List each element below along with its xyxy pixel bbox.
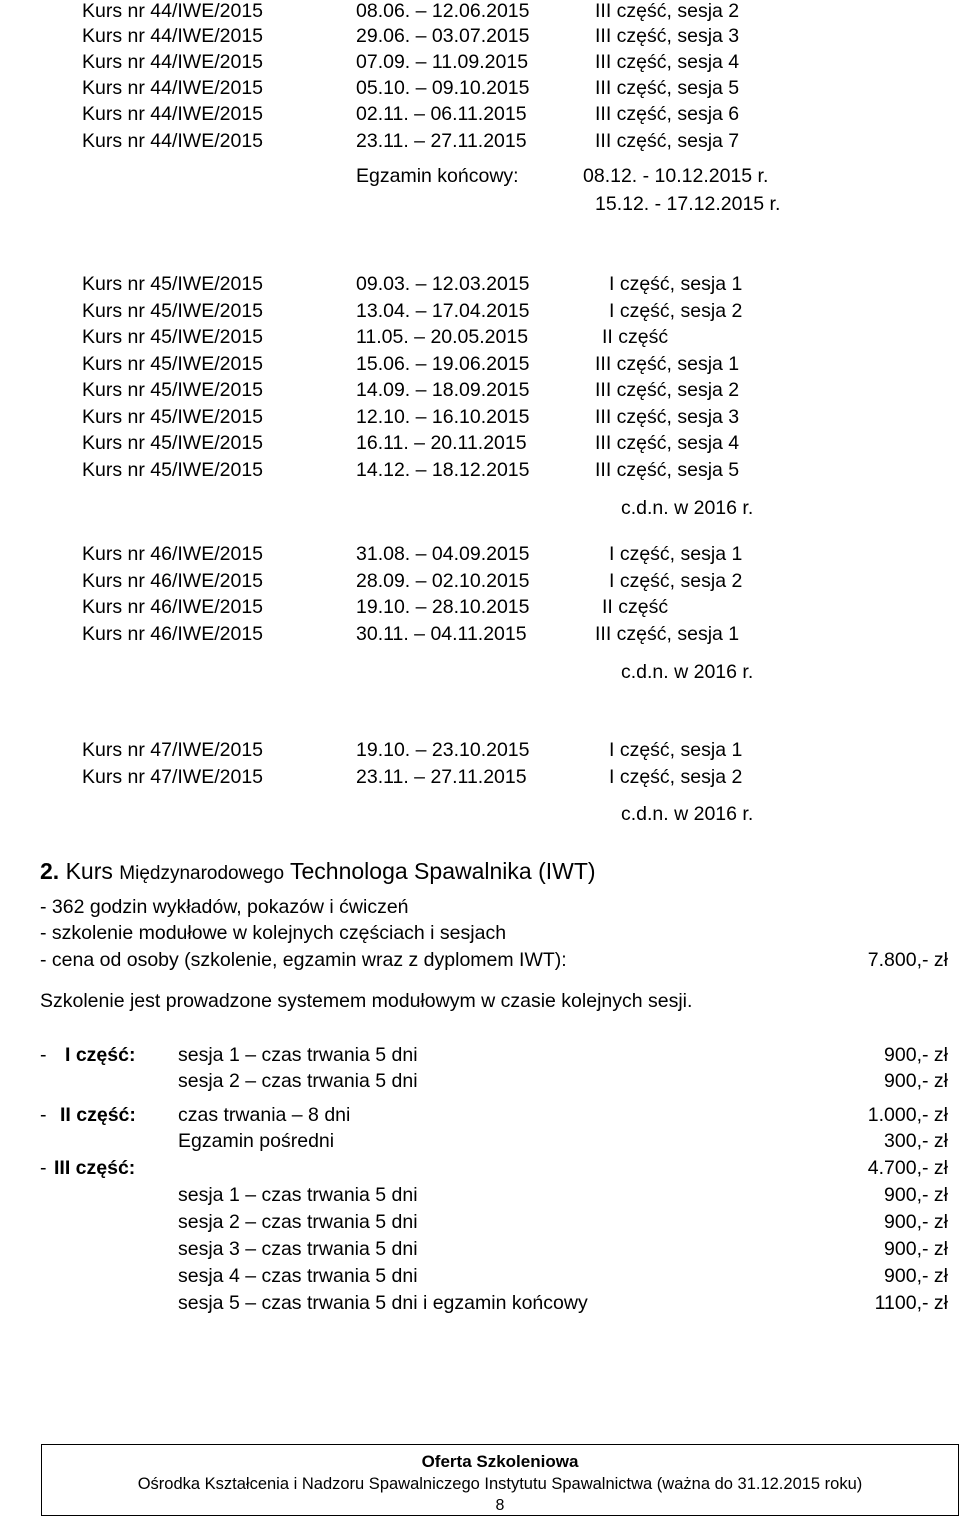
course-dates: 23.11. – 27.11.2015 [356, 766, 527, 788]
section-number: 2. [40, 858, 60, 884]
course-part: III część, sesja 3 [595, 406, 740, 428]
footer-subtitle: Ośrodka Kształcenia i Nadzoru Spawalniczego Instytutu Spawalnictwa (ważna do 31.12.2015 roku) [137, 1475, 863, 1493]
course-dates: 28.09. – 02.10.2015 [356, 570, 530, 592]
course-dates: 29.06. – 03.07.2015 [356, 25, 530, 47]
modular-note: Szkolenie jest prowadzone systemem modułowym w czasie kolejnych sesji. [40, 990, 693, 1012]
continuation-note: c.d.n. w 2016 r. [621, 661, 754, 683]
course-dates: 14.12. – 18.12.2015 [356, 459, 530, 481]
continuation-note: c.d.n. w 2016 r. [621, 803, 754, 825]
session-price: 900,- zł [884, 1184, 948, 1206]
course-part: III część, sesja 2 [595, 379, 740, 401]
course-id: Kurs nr 44/IWE/2015 [82, 77, 264, 99]
course-id: Kurs nr 47/IWE/2015 [82, 739, 264, 761]
session-label: sesja 5 – czas trwania 5 dni i egzamin końcowy [178, 1292, 588, 1314]
course-id: Kurs nr 45/IWE/2015 [82, 406, 264, 428]
session-price: 900,- zł [884, 1238, 948, 1260]
part-total-price: 4.700,- zł [867, 1157, 948, 1179]
session-label: sesja 2 – czas trwania 5 dni [178, 1211, 418, 1233]
session-price: 300,- zł [884, 1130, 948, 1152]
course-id: Kurs nr 44/IWE/2015 [82, 25, 264, 47]
part-dash: - [40, 1104, 47, 1126]
course-id: Kurs nr 45/IWE/2015 [82, 326, 264, 348]
exam-date: 15.12. - 17.12.2015 r. [595, 193, 781, 215]
exam-label: Egzamin końcowy: [356, 165, 519, 187]
session-price: 900,- zł [884, 1265, 948, 1287]
course-part: III część, sesja 4 [595, 51, 740, 73]
course-dates: 19.10. – 28.10.2015 [356, 596, 530, 618]
session-label: sesja 2 – czas trwania 5 dni [178, 1070, 418, 1092]
course-part: III część, sesja 6 [595, 103, 740, 125]
course-id: Kurs nr 46/IWE/2015 [82, 570, 264, 592]
course-dates: 07.09. – 11.09.2015 [356, 51, 529, 73]
course-part: I część, sesja 2 [609, 570, 743, 592]
course-dates: 12.10. – 16.10.2015 [356, 406, 530, 428]
part-label: II część: [60, 1104, 136, 1126]
course-info-line: - cena od osoby (szkolenie, egzamin wraz z dyplomem IWT): [40, 949, 567, 971]
course-id: Kurs nr 46/IWE/2015 [82, 596, 264, 618]
course-dates: 13.04. – 17.04.2015 [356, 300, 530, 322]
course-id: Kurs nr 45/IWE/2015 [82, 432, 264, 454]
course-part: II część [602, 596, 669, 618]
course-id: Kurs nr 44/IWE/2015 [82, 130, 264, 152]
course-part: III część, sesja 2 [595, 0, 740, 22]
course-info-line: - szkolenie modułowe w kolejnych częściach i sesjach [40, 922, 507, 944]
course-dates: 05.10. – 09.10.2015 [356, 77, 530, 99]
course-info-line: - 362 godzin wykładów, pokazów i ćwiczeń [40, 896, 409, 918]
course-id: Kurs nr 47/IWE/2015 [82, 766, 264, 788]
course-part: III część, sesja 5 [595, 77, 740, 99]
session-label: sesja 1 – czas trwania 5 dni [178, 1184, 418, 1206]
course-id: Kurs nr 45/IWE/2015 [82, 353, 264, 375]
course-part: III część, sesja 7 [595, 130, 740, 152]
course-dates: 14.09. – 18.09.2015 [356, 379, 530, 401]
session-label: Egzamin pośredni [178, 1130, 335, 1152]
course-part: I część, sesja 2 [609, 300, 743, 322]
course-id: Kurs nr 46/IWE/2015 [82, 623, 264, 645]
heading-word: Międzynarodowego [119, 863, 285, 884]
page-footer [41, 1444, 959, 1516]
course-dates: 02.11. – 06.11.2015 [356, 103, 527, 125]
part-dash: - [40, 1157, 47, 1179]
session-price: 900,- zł [884, 1070, 948, 1092]
course-dates: 23.11. – 27.11.2015 [356, 130, 527, 152]
course-part: II część [602, 326, 669, 348]
course-part: III część, sesja 5 [595, 459, 740, 481]
course-part: I część, sesja 1 [609, 543, 743, 565]
session-price: 1.000,- zł [867, 1104, 948, 1126]
course-part: III część, sesja 4 [595, 432, 740, 454]
part-dash: - [40, 1044, 47, 1066]
course-part: I część, sesja 2 [609, 766, 743, 788]
course-part: I część, sesja 1 [609, 273, 743, 295]
course-part: III część, sesja 1 [595, 623, 740, 645]
course-dates: 30.11. – 04.11.2015 [356, 623, 527, 645]
session-label: sesja 1 – czas trwania 5 dni [178, 1044, 418, 1066]
course-dates: 19.10. – 23.10.2015 [356, 739, 530, 761]
heading-word: Technologa Spawalnika (IWT) [290, 858, 596, 884]
total-price: 7.800,- zł [867, 949, 948, 971]
course-id: Kurs nr 44/IWE/2015 [82, 51, 264, 73]
exam-date: 08.12. - 10.12.2015 r. [583, 165, 769, 187]
page-number: 8 [495, 1497, 505, 1514]
continuation-note: c.d.n. w 2016 r. [621, 497, 754, 519]
course-id: Kurs nr 45/IWE/2015 [82, 300, 264, 322]
part-label: I część: [65, 1044, 136, 1066]
course-id: Kurs nr 45/IWE/2015 [82, 459, 264, 481]
session-label: sesja 3 – czas trwania 5 dni [178, 1238, 418, 1260]
course-dates: 09.03. – 12.03.2015 [356, 273, 530, 295]
session-label: czas trwania – 8 dni [178, 1104, 351, 1126]
course-part: III część, sesja 1 [595, 353, 740, 375]
course-dates: 31.08. – 04.09.2015 [356, 543, 530, 565]
part-label: III część: [54, 1157, 136, 1179]
session-price: 900,- zł [884, 1211, 948, 1233]
footer-title: Oferta Szkoleniowa [421, 1452, 579, 1471]
course-id: Kurs nr 44/IWE/2015 [82, 0, 264, 22]
course-dates: 16.11. – 20.11.2015 [356, 432, 527, 454]
section-heading [40, 858, 596, 885]
course-dates: 11.05. – 20.05.2015 [356, 326, 529, 348]
course-id: Kurs nr 45/IWE/2015 [82, 379, 264, 401]
course-part: I część, sesja 1 [609, 739, 743, 761]
course-id: Kurs nr 46/IWE/2015 [82, 543, 264, 565]
course-id: Kurs nr 45/IWE/2015 [82, 273, 264, 295]
course-part: III część, sesja 3 [595, 25, 740, 47]
session-label: sesja 4 – czas trwania 5 dni [178, 1265, 418, 1287]
course-dates: 08.06. – 12.06.2015 [356, 0, 530, 22]
course-id: Kurs nr 44/IWE/2015 [82, 103, 264, 125]
session-price: 900,- zł [884, 1044, 948, 1066]
heading-word: Kurs [65, 858, 113, 884]
session-price: 1100,- zł [874, 1292, 948, 1314]
course-dates: 15.06. – 19.06.2015 [356, 353, 530, 375]
